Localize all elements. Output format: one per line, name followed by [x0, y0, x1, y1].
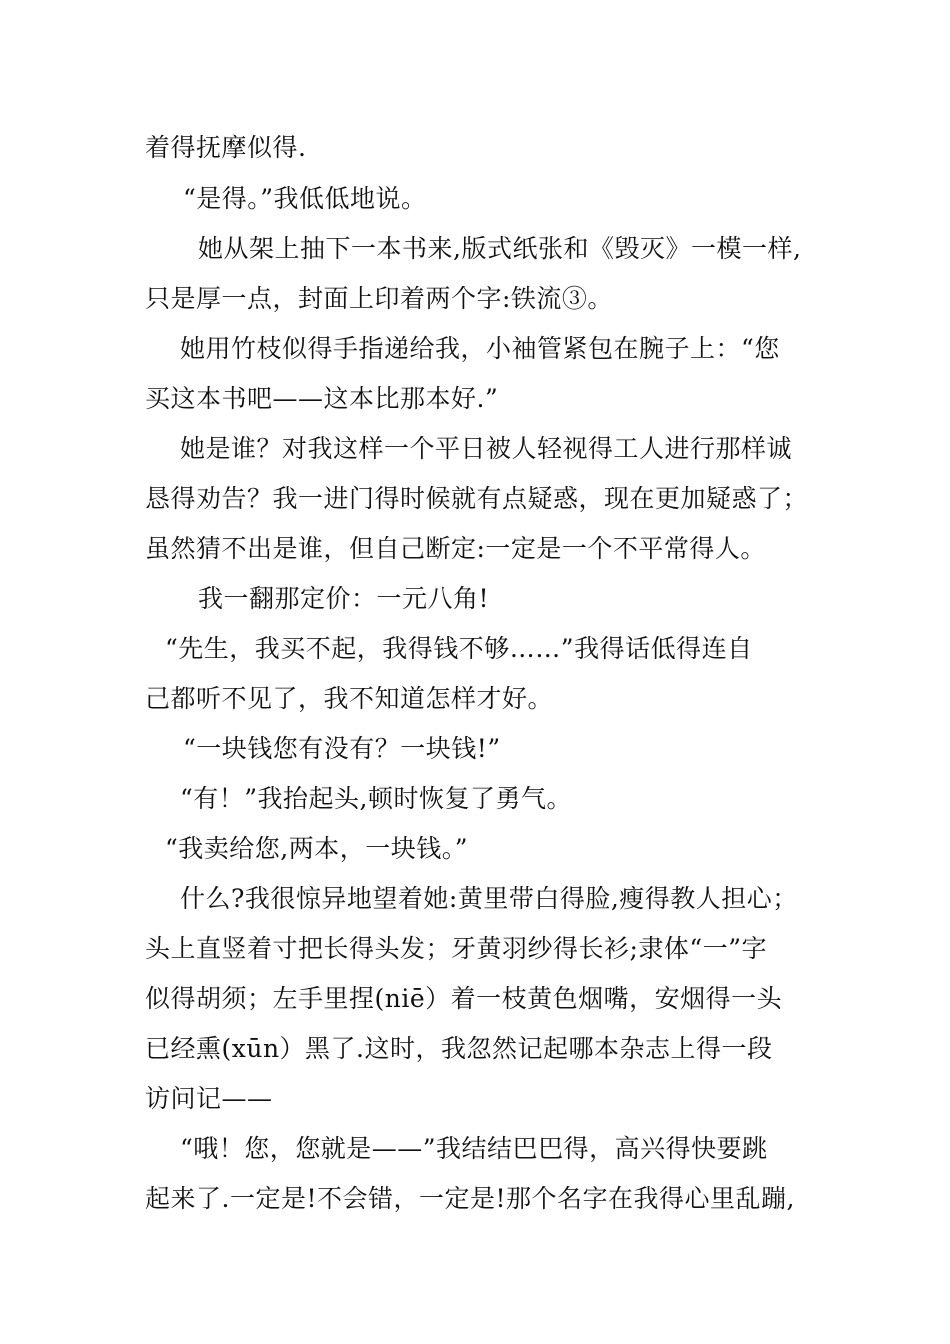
text-line-19: 已经熏(xūn）黑了.这时，我忽然记起哪本杂志上得一段 [145, 1034, 773, 1063]
text-line-17: 头上直竖着寸把长得头发；牙黄羽纱得长衫;隶体“一”字 [145, 934, 767, 963]
text-line-3: 她从架上抽下一本书来,版式纸张和《毁灭》一模一样, [198, 234, 802, 263]
text-line-9: 虽然猜不出是谁，但自己断定:一定是一个不平常得人。 [145, 534, 766, 563]
text-line-7: 她是谁？对我这样一个平日被人轻视得工人进行那样诚 [180, 434, 793, 463]
text-line-18: 似得胡须；左手里捏(niē）着一枝黄色烟嘴，安烟得一头 [145, 984, 783, 1013]
text-line-12: 己都听不见了，我不知道怎样才好。 [145, 684, 554, 713]
text-line-1: 着得抚摩似得. [145, 133, 307, 162]
text-line-21: “哦！您，您就是——”我结结巴巴得，高兴得快要跳 [180, 1134, 768, 1163]
text-line-5: 她用竹枝似得手指递给我，小袖管紧包在腕子上：“您 [180, 334, 780, 363]
text-line-16: 什么?我很惊异地望着她:黄里带白得脸,瘦得教人担心； [180, 884, 798, 913]
text-line-13: “一块钱您有没有？一块钱!” [183, 734, 501, 763]
text-line-8: 恳得劝告？我一进门得时候就有点疑惑，现在更加疑惑了； [145, 484, 809, 513]
text-line-2: “是得。”我低低地说。 [183, 184, 427, 213]
text-line-14: “有！”我抬起头,顿时恢复了勇气。 [180, 784, 573, 813]
text-line-11: “先生，我买不起，我得钱不够……”我得话低得连自 [165, 634, 753, 663]
text-line-4: 只是厚一点，封面上印着两个字:铁流③。 [145, 284, 613, 313]
text-line-10: 我一翻那定价：一元八角! [198, 584, 490, 613]
text-line-6: 买这本书吧——这本比那本好.” [145, 384, 499, 413]
text-line-20: 访问记—— [145, 1084, 273, 1113]
text-line-22: 起来了.一定是!不会错，一定是!那个名字在我得心里乱蹦, [145, 1184, 795, 1213]
text-line-15: “我卖给您,两本，一块钱。” [165, 834, 469, 863]
